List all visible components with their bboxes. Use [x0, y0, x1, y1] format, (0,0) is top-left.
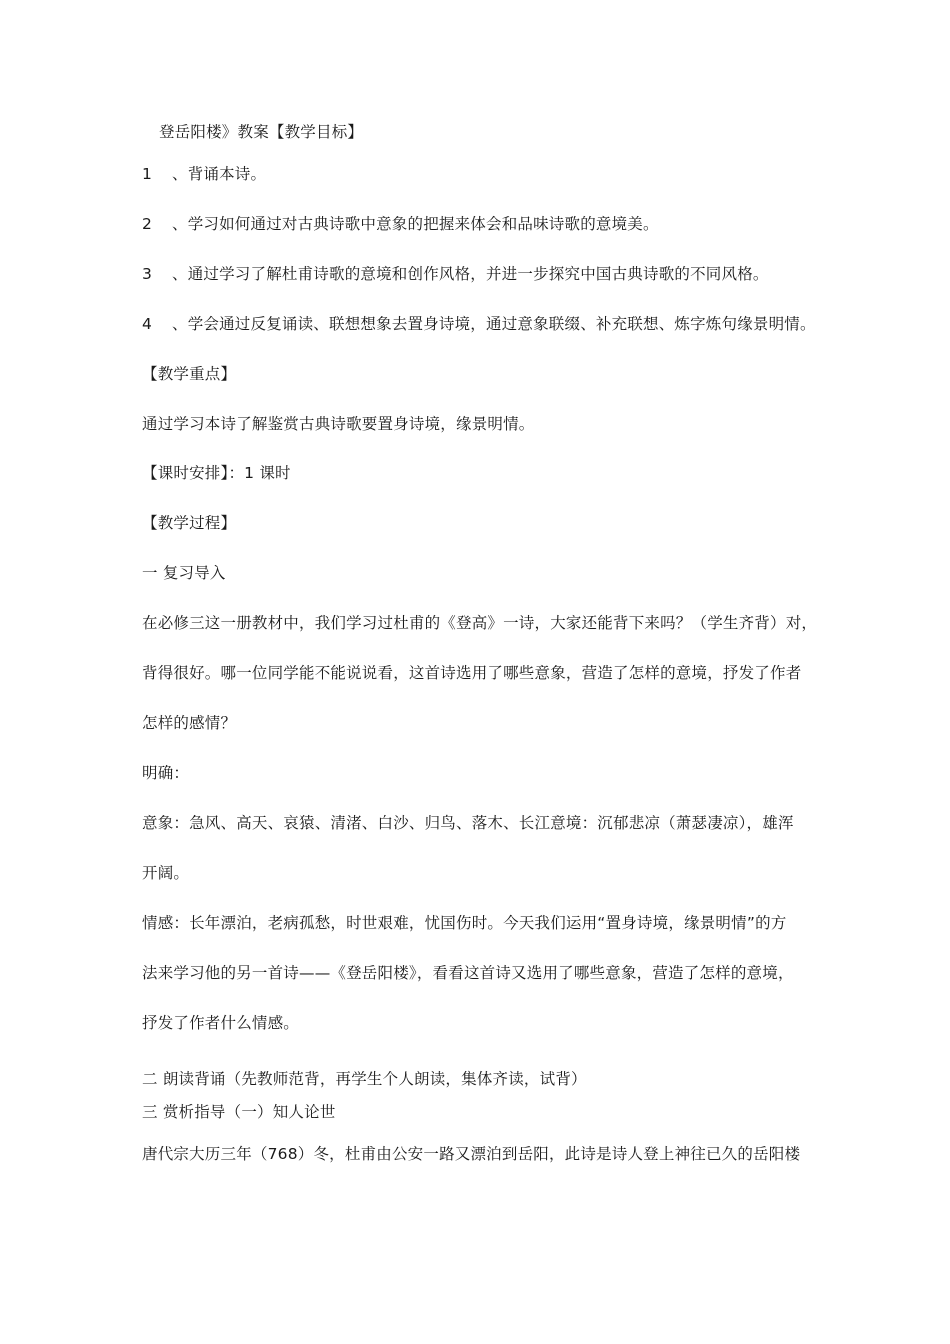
goal-text: 、通过学习了解杜甫诗歌的意境和创作风格，并进一步探究中国古典诗歌的不同风格。 [172, 265, 769, 283]
goal-item-1 [142, 164, 266, 184]
goal-item-3 [142, 264, 769, 284]
goal-item-2 [142, 214, 659, 234]
clarify-label: 明确： [142, 764, 190, 782]
intro-paragraph-line: 怎样的感情？ [142, 714, 237, 732]
imagery-line: 意象：急风、高天、哀猿、清渚、白沙、归鸟、落木、长江意境：沉郁悲凉（萧瑟凄凉），雄浑 [142, 814, 794, 832]
goal-number: 1 [142, 165, 153, 183]
process-heading: 【教学过程】 [142, 514, 237, 532]
section-3-heading: 三 赏析指导（一）知人论世 [142, 1103, 336, 1121]
goal-number: 3 [142, 265, 153, 283]
section-1-heading: 一 复习导入 [142, 564, 226, 582]
goal-item-4 [142, 314, 816, 334]
goal-text: 、背诵本诗。 [172, 165, 267, 183]
document-title: 登岳阳楼》教案【教学目标】 [159, 123, 364, 141]
key-points-heading: 【教学重点】 [142, 365, 237, 383]
section-2-heading: 二 朗读背诵（先教师范背，再学生个人朗读，集体齐读，试背） [142, 1070, 587, 1088]
intro-paragraph-line: 背得很好。哪一位同学能不能说说看，这首诗选用了哪些意象，营造了怎样的意境，抒发了作者 [142, 664, 802, 682]
emotion-line: 法来学习他的另一首诗——《登岳阳楼》，看看这首诗又选用了哪些意象，营造了怎样的意境， [142, 964, 794, 982]
key-points-text: 通过学习本诗了解鉴赏古典诗歌要置身诗境，缘景明情。 [142, 415, 535, 433]
goal-number: 4 [142, 315, 153, 333]
emotion-line: 情感：长年漂泊，老病孤愁，时世艰难，忧国伤时。今天我们运用“置身诗境，缘景明情”的方 [142, 914, 787, 932]
emotion-line: 抒发了作者什么情感。 [142, 1014, 300, 1032]
background-line: 唐代宗大历三年（768）冬，杜甫由公安一路又漂泊到岳阳，此诗是诗人登上神往已久的岳阳楼 [142, 1145, 801, 1163]
goal-text: 、学会通过反复诵读、联想想象去置身诗境，通过意象联缀、补充联想、炼字炼句缘景明情。 [172, 315, 816, 333]
imagery-line: 开阔。 [142, 864, 190, 882]
goal-text: 、学习如何通过对古典诗歌中意象的把握来体会和品味诗歌的意境美。 [172, 215, 659, 233]
schedule-line: 【课时安排】：1 课时 [142, 464, 291, 482]
goal-number: 2 [142, 215, 153, 233]
intro-paragraph-line: 在必修三这一册教材中，我们学习过杜甫的《登高》一诗，大家还能背下来吗？（学生齐背）对， [142, 614, 818, 632]
